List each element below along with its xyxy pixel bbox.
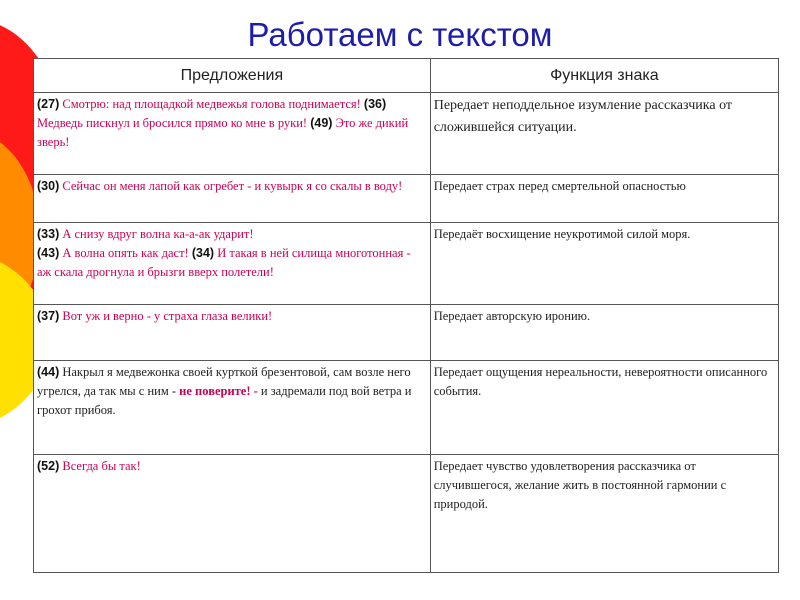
sentence-cell [34, 93, 431, 175]
function-cell: Передает неподдельное изумление рассказчика от сложившейся ситуации. [430, 93, 778, 175]
sentence-text: Накрыл я медвежонка своей курткой брезентовой, сам возле него угрелся, да так мы с ним - [37, 365, 411, 398]
sentence-number: (27) [37, 97, 60, 111]
sentence-text: Вот уж и верно - у страха глаза велики! [62, 309, 273, 323]
table-row [34, 455, 779, 573]
sentence-text: А волна опять как даст! [62, 245, 189, 260]
sentence-number: (30) [37, 179, 60, 193]
sentence-cell [34, 223, 431, 305]
table-header-row [34, 59, 779, 93]
table-row [34, 361, 779, 455]
sentence-cell [34, 361, 431, 455]
sentence-text: Смотрю: над площадкой медвежья голова поднимается! [62, 97, 361, 111]
sentence-number: (34) [191, 245, 215, 260]
sentence-text: и задремали под вой ветра и грохот прибоя. [37, 383, 412, 417]
sentence-number: (49) [310, 115, 333, 130]
sentence-text: Сейчас он меня лапой как огребет - и кувырк я со скалы в воду! [62, 179, 403, 193]
sentence-cell [34, 175, 431, 223]
sentence-text: Медведь пискнул и бросился прямо ко мне в руки! [37, 115, 308, 130]
function-cell: Передает страх перед смертельной опасностью [430, 175, 778, 223]
sentence-text: А снизу вдруг волна ка-а-ак ударит! [62, 227, 254, 241]
sentence-text: И такая в ней силища многотонная - аж скала дрогнула и брызги вверх полетели! [37, 245, 411, 279]
function-cell: Передает авторскую иронию. [430, 305, 778, 361]
table-row [34, 223, 779, 305]
function-cell: Передает чувство удовлетворения рассказчика от случившегося, желание жить в постоянной гармонии с природой. [430, 455, 778, 573]
function-cell: Передаёт восхищение неукротимой силой моря. [430, 223, 778, 305]
sentence-number: (37) [37, 309, 60, 323]
analysis-table [33, 58, 779, 573]
header-sentences: Предложения [34, 59, 431, 93]
table-row [34, 305, 779, 361]
function-cell: Передает ощущения нереальности, невероятности описанного события. [430, 361, 778, 455]
table-row [34, 93, 779, 175]
sentence-text: Всегда бы так! [62, 459, 141, 473]
sentence-number: (36) [363, 97, 387, 111]
sentence-number: (44) [37, 365, 60, 379]
page-title: Работаем с текстом [247, 16, 553, 53]
sentence-number: (52) [37, 459, 60, 473]
sentence-aside: не поверите! - [179, 383, 258, 398]
sentence-text: Это же дикий зверь! [37, 115, 409, 149]
header-function: Функция знака [430, 59, 778, 93]
sentence-cell [34, 455, 431, 573]
table-row [34, 175, 779, 223]
sentence-number: (33) [37, 227, 60, 241]
sentence-number: (43) [37, 245, 60, 260]
sentence-cell [34, 305, 431, 361]
